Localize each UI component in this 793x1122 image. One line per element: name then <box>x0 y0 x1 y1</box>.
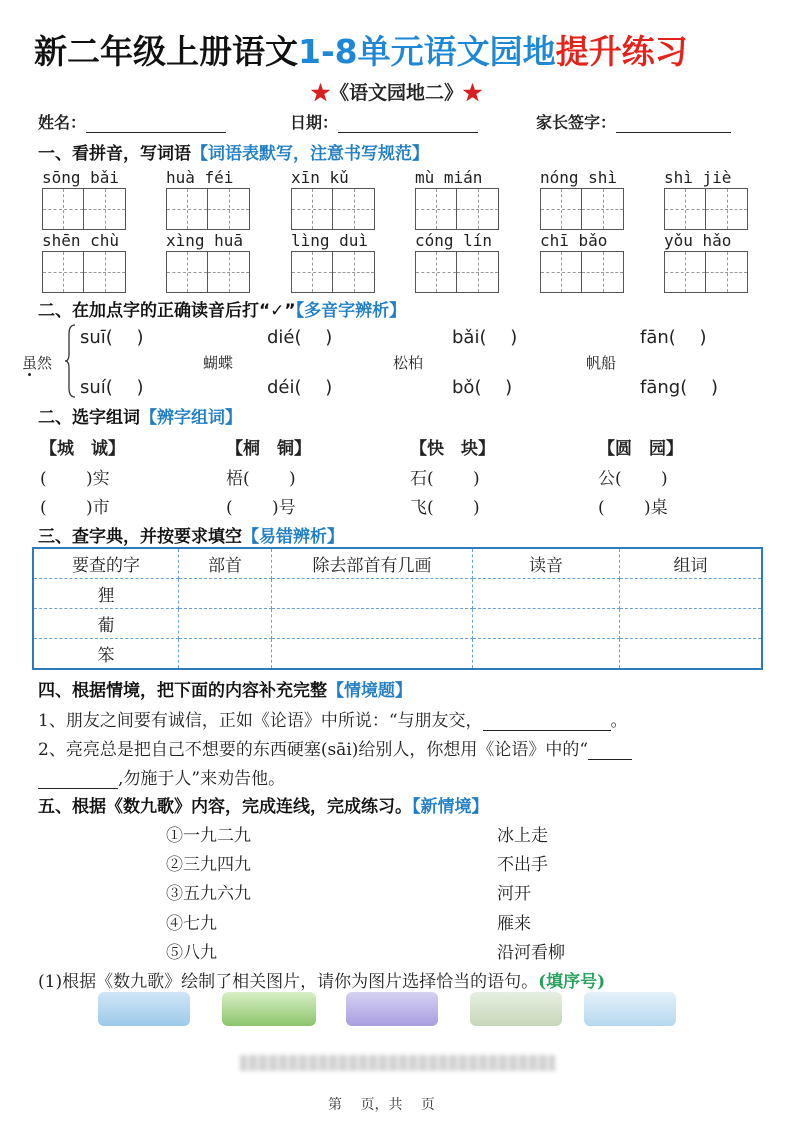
section5-heading <box>38 676 412 701</box>
illustration-geese <box>470 992 562 1026</box>
writing-grid[interactable] <box>166 251 250 293</box>
name-input-line[interactable] <box>86 114 226 133</box>
writing-grid[interactable] <box>415 251 499 293</box>
writing-grid[interactable] <box>42 251 126 293</box>
fill-blank[interactable]: ( )号 <box>226 498 296 518</box>
writing-grid[interactable] <box>291 251 375 293</box>
pinyin-label: xìng huā <box>166 231 244 250</box>
section1-title: 一、看拼音，写词语 <box>38 144 191 164</box>
char-pair: 【圆 园】 <box>598 439 683 459</box>
star-icon: ★ <box>310 82 330 104</box>
fill-blank[interactable]: ( )实 <box>40 469 110 489</box>
pinyin-label: chī bǎo <box>540 231 608 250</box>
question-1 <box>38 706 628 731</box>
pinyin-label: shēn chù <box>42 231 120 250</box>
question-1-text: 1、朋友之间要有诚信，正如《论语》中所说：“与朋友交， <box>38 711 483 731</box>
answer-line[interactable] <box>588 741 632 760</box>
section4-heading <box>38 522 344 547</box>
writing-grid[interactable] <box>664 188 748 230</box>
word-fanchuan: 帆船 <box>586 354 617 372</box>
char-pair: 【桐 铜】 <box>226 439 311 459</box>
illustration-river <box>584 992 676 1026</box>
char-cell: 狸 <box>33 579 179 609</box>
writing-grid[interactable] <box>664 251 748 293</box>
pinyin-label: huà féi <box>166 168 234 187</box>
option-sui1[interactable]: suī( ) <box>80 327 144 348</box>
grid-cell[interactable] <box>291 188 333 230</box>
fill-blank[interactable]: 石( ) <box>410 469 480 489</box>
answer-cell[interactable] <box>179 579 272 609</box>
section6-hint: 【新情境】 <box>412 797 489 817</box>
writing-grid[interactable] <box>291 188 375 230</box>
pinyin-label: lìng duì <box>291 231 369 250</box>
header-strokes: 除去部首有几画 <box>272 548 473 579</box>
grid-cell[interactable] <box>42 188 84 230</box>
answer-cell[interactable] <box>179 609 272 639</box>
word-rest: 然 <box>37 354 53 372</box>
question-2 <box>38 735 632 760</box>
parent-sign-line[interactable] <box>616 114 731 133</box>
blurred-watermark <box>240 1055 555 1071</box>
grid-cell[interactable] <box>415 188 457 230</box>
section6-heading <box>38 792 489 817</box>
illustration-ice <box>98 992 190 1026</box>
fill-blank[interactable]: ( )桌 <box>598 498 668 518</box>
grid-cell[interactable] <box>540 251 582 293</box>
grid-cell[interactable] <box>664 251 706 293</box>
subtitle-text: 《语文园地二》 <box>329 82 463 104</box>
illustration-child-snow <box>346 992 438 1026</box>
section3-heading <box>38 403 242 428</box>
date-label: 日期： <box>290 113 339 132</box>
title-part3: 提升练习 <box>555 32 688 71</box>
grid-cell[interactable] <box>457 188 499 230</box>
section6-title: 五、根据《数九歌》内容，完成连线，完成练习。 <box>38 797 412 817</box>
section4-title: 三、查字典，并按要求填空 <box>38 527 242 547</box>
char-cell: 笨 <box>33 639 179 670</box>
header-char: 要查的字 <box>33 548 179 579</box>
grid-cell[interactable] <box>333 251 375 293</box>
name-label: 姓名： <box>38 113 87 132</box>
header-word: 组词 <box>620 548 763 579</box>
section5-hint: 【情境题】 <box>327 681 412 701</box>
section3-title: 二、选字组词 <box>38 408 140 428</box>
match-left-item[interactable]: ①一九二九 <box>166 826 251 846</box>
grid-cell[interactable] <box>706 188 748 230</box>
title-part1: 新二年级上册语文 <box>34 32 298 71</box>
table-row <box>33 609 762 639</box>
answer-cell[interactable] <box>179 639 272 670</box>
grid-cell[interactable] <box>42 251 84 293</box>
pinyin-label: shì jiè <box>664 168 732 187</box>
option-bai[interactable]: bǎi( ) <box>452 327 518 348</box>
grid-cell[interactable] <box>84 251 126 293</box>
match-right-item[interactable]: 河开 <box>497 884 531 904</box>
question-2-cont <box>38 764 285 789</box>
section1-hint: 【词语表默写，注意书写规范】 <box>191 144 429 164</box>
char-pair: 【城 诚】 <box>40 439 125 459</box>
pinyin-label: sōng bǎi <box>42 168 120 187</box>
fill-blank[interactable]: 梧( ) <box>226 469 296 489</box>
name-field <box>38 110 226 133</box>
option-sui2[interactable]: suí( ) <box>80 377 144 398</box>
writing-grid[interactable] <box>415 188 499 230</box>
table-row <box>33 579 762 609</box>
star-icon: ★ <box>463 82 483 104</box>
match-left-item[interactable]: ⑤八九 <box>166 943 217 963</box>
word-songbai: 松柏 <box>393 354 424 372</box>
grid-cell[interactable] <box>84 188 126 230</box>
fill-blank[interactable]: ( )市 <box>40 498 110 518</box>
pinyin-label: nóng shì <box>540 168 618 187</box>
answer-cell[interactable] <box>473 609 620 639</box>
question-2-text: 2、亮亮总是把自己不想要的东西硬塞(sāi)给别人，你想用《论语》中的“ <box>38 740 589 760</box>
answer-line[interactable] <box>38 770 118 789</box>
answer-line[interactable] <box>483 712 611 731</box>
option-fang[interactable]: fāng( ) <box>640 377 718 398</box>
dictionary-table <box>32 547 763 670</box>
match-right-item[interactable]: 沿河看柳 <box>497 943 565 963</box>
title-part2: 1-8单元语文园地 <box>298 32 556 71</box>
char-cell: 葡 <box>33 609 179 639</box>
grid-cell[interactable] <box>540 188 582 230</box>
match-left-item[interactable]: ③五九六九 <box>166 884 251 904</box>
table-header-row <box>33 548 762 579</box>
section4-hint: 【易错辨析】 <box>242 527 344 547</box>
writing-grid[interactable] <box>166 188 250 230</box>
grid-cell[interactable] <box>166 188 208 230</box>
pinyin-label: xīn kǔ <box>291 168 349 187</box>
answer-cell[interactable] <box>272 639 473 670</box>
grid-cell[interactable] <box>208 251 250 293</box>
pinyin-label: mù mián <box>415 168 483 187</box>
grid-cell[interactable] <box>415 251 457 293</box>
page-title <box>34 26 688 73</box>
writing-grid[interactable] <box>540 188 624 230</box>
parent-label: 家长签字： <box>536 113 617 132</box>
brace-icon <box>64 324 76 398</box>
writing-grid[interactable] <box>540 251 624 293</box>
grid-cell[interactable] <box>457 251 499 293</box>
answer-cell[interactable] <box>620 579 763 609</box>
date-input-line[interactable] <box>338 114 478 133</box>
answer-cell[interactable] <box>620 609 763 639</box>
match-right-item[interactable]: 不出手 <box>497 855 548 875</box>
date-field <box>290 110 478 133</box>
option-dei[interactable]: déi( ) <box>267 377 333 398</box>
word-hudie: 蝴蝶 <box>203 354 234 372</box>
section2-heading <box>38 296 406 321</box>
section2-title: 二、在加点字的正确读音后打“✓” <box>38 301 296 321</box>
option-fan[interactable]: fān( ) <box>640 327 707 348</box>
answer-cell[interactable] <box>272 579 473 609</box>
match-right-item[interactable]: 冰上走 <box>497 826 548 846</box>
sub-question-text: (1)根据《数九歌》绘制了相关图片，请你为图片选择恰当的语句。 <box>38 972 539 992</box>
question-2-line2: ,勿施于人”来劝告他。 <box>118 769 286 789</box>
match-left-item[interactable]: ④七九 <box>166 914 217 934</box>
answer-cell[interactable] <box>620 639 763 670</box>
section1-heading <box>38 139 429 164</box>
question-1-end: 。 <box>610 711 628 731</box>
pinyin-label: yǒu hǎo <box>664 231 732 250</box>
grid-cell[interactable] <box>166 251 208 293</box>
writing-grid[interactable] <box>42 188 126 230</box>
match-right-item[interactable]: 雁来 <box>497 914 531 934</box>
grid-cell[interactable] <box>582 188 624 230</box>
page-number: 第 页，共 页 <box>328 1097 435 1113</box>
sub-question-hint: (填序号) <box>538 972 606 992</box>
fill-blank[interactable]: 飞( ) <box>410 498 480 518</box>
header-radical: 部首 <box>179 548 272 579</box>
grid-cell[interactable] <box>664 188 706 230</box>
option-die[interactable]: dié( ) <box>267 327 333 348</box>
grid-cell[interactable] <box>208 188 250 230</box>
word-suiran <box>22 352 52 373</box>
answer-cell[interactable] <box>473 579 620 609</box>
answer-cell[interactable] <box>473 639 620 670</box>
dotted-char: 虽 <box>22 354 38 372</box>
answer-cell[interactable] <box>272 609 473 639</box>
pinyin-label: cóng lín <box>415 231 493 250</box>
subtitle <box>0 78 793 105</box>
grid-cell[interactable] <box>582 251 624 293</box>
grid-cell[interactable] <box>291 251 333 293</box>
parent-sign-field <box>536 110 731 133</box>
section3-hint: 【辨字组词】 <box>140 408 242 428</box>
match-left-item[interactable]: ②三九四九 <box>166 855 251 875</box>
grid-cell[interactable] <box>706 251 748 293</box>
fill-blank[interactable]: 公( ) <box>598 469 668 489</box>
header-pronunciation: 读音 <box>473 548 620 579</box>
table-row <box>33 639 762 670</box>
option-bo[interactable]: bǒ( ) <box>452 377 513 398</box>
sub-question <box>38 967 605 992</box>
grid-cell[interactable] <box>333 188 375 230</box>
section5-title: 四、根据情境，把下面的内容补充完整 <box>38 681 327 701</box>
char-pair: 【快 块】 <box>410 439 495 459</box>
section2-hint: 【多音字辨析】 <box>295 301 407 321</box>
illustration-willow <box>222 992 316 1026</box>
